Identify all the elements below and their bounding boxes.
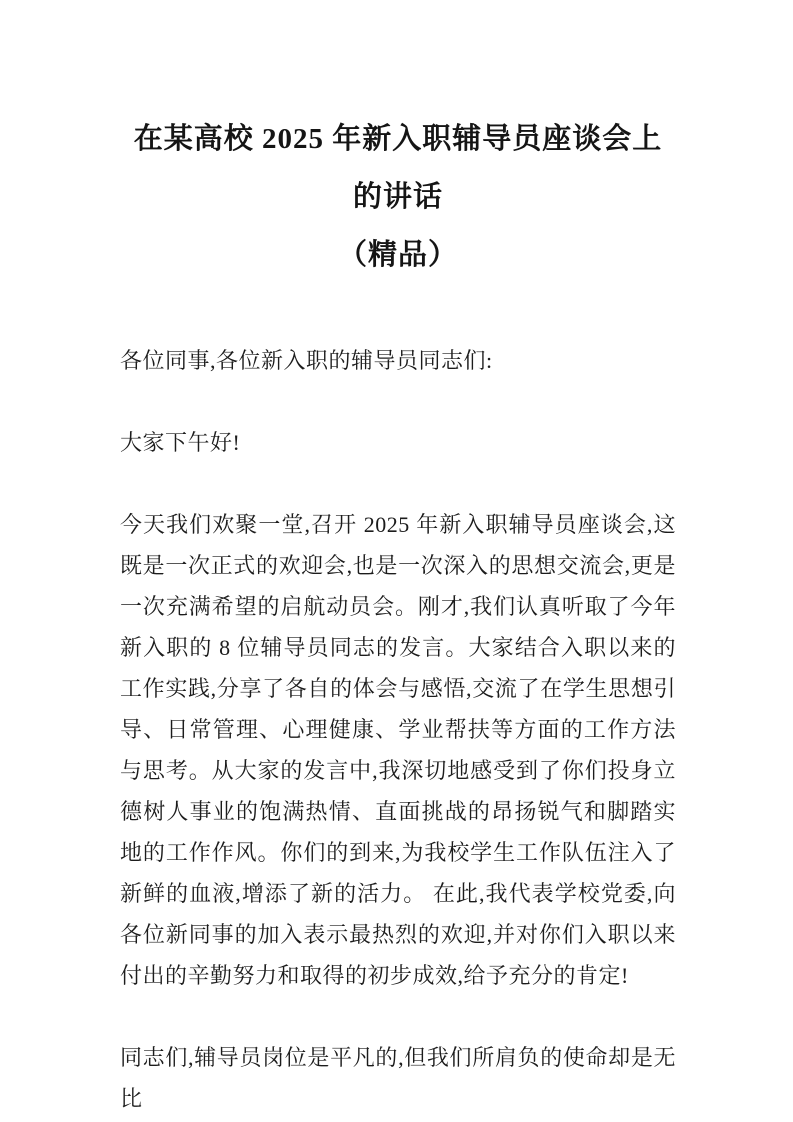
title-line-2: （精品） <box>337 239 458 271</box>
document-content <box>0 110 793 1119</box>
title-line-1: 在某高校 2025 年新入职辅导员座谈会上的讲话 <box>133 123 663 213</box>
document-body <box>120 340 676 1119</box>
document-title <box>120 110 676 284</box>
paragraph-welcome-speech: 今天我们欢聚一堂,召开 2025 年新入职辅导员座谈会,这既是一次正式的欢迎会,也是一次深入的思想交流会,更是一次充满希望的启航动员会。刚才,我们认真听取了今年新入职的 8 位辅导员同志的发言。大家结合入职以来的工作实践,分享了各自的体会与感悟,交流了在学生思想引导、日常管理、心理健康、学业帮扶等方面的工作方法与思考。从大家的发言中,我深切地感受到了你们投身立德树人事业的饱满热情、直面挑战的昂扬锐气和脚踏实地的工作作风。你们的到来,为我校学生工作队伍注入了新鲜的血液,增添了新的活力。 在此,我代表学校党委,向各位新同事的加入表示最热烈的欢迎,并对你们入职以来付出的辛勤努力和取得的初步成效,给予充分的肯定! <box>120 512 676 988</box>
paragraph-greeting: 大家下午好! <box>120 430 241 455</box>
paragraph-mission: 同志们,辅导员岗位是平凡的,但我们所肩负的使命却是无比 <box>120 1045 676 1111</box>
paragraph-salutation: 各位同事,各位新入职的辅导员同志们: <box>120 348 493 373</box>
